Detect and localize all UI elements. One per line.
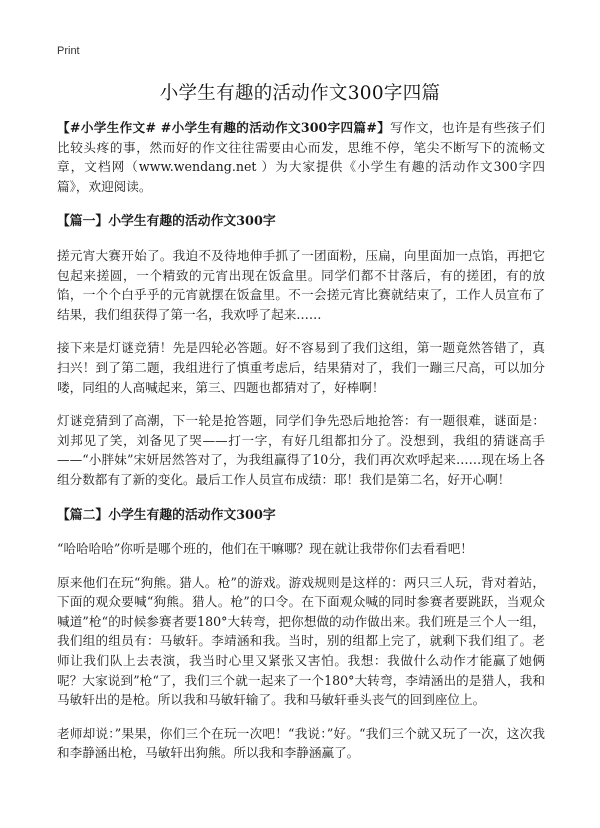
section2-paragraph-1: “哈哈哈哈”你听是哪个班的，他们在干嘛哪？现在就让我带你们去看看吧！ — [57, 541, 473, 557]
section1-paragraph-3: 灯谜竞猜到了高潮，下一轮是抢答题，同学们争先恐后地抢答：有一题很难，谜面是：刘邦见了笑，刘备见了哭——打一字，有好几组都扣分了。没想到，我组的猜谜高手——“小胖妹”宋妍居然答对了，为我组赢得了10分，我们再次欢呼起来……现在场上各组分数都有了新的变化。最后工作人员宣布成绩：耶！我们是第二名，好开心啊！ — [57, 413, 545, 487]
section2-paragraph-2: 原来他们在玩“狗熊。猎人。枪”的游戏。游戏规则是这样的：两只三人玩，背对着站，下面的观众要喊“狗熊。猎人。枪”的口令。在下面观众喊的同时参赛者要跳跃，当观众喊道”枪“的时候参赛者要180°大转弯，把你想做的动作做出来。我们班是三个人一组，我们组的组员有：马敏轩。李靖涵和我。当时，别的组都上完了，就剩下我们组了。老师让我们队上去表演，我当时心里又紧张又害怕。我想：我做什么动作才能赢了她俩呢？大家说到”枪“了，我们三个就一起来了一个180°大转弯，李靖涵出的是猎人，我和马敏轩出的是枪。所以我和马敏轩输了。我和马敏轩垂头丧气的回到座位上。 — [57, 574, 545, 708]
intro-tag: 【#小学生作文# #小学生有趣的活动作文300字四篇#】 — [57, 120, 391, 135]
print-link[interactable]: Print — [57, 45, 80, 57]
intro-text: 写作文，也许是有些孩子们比较头疼的事，然而好的作文往往需要由心而发，思维不停，笔尖不断写下的流畅文章，文档网（www.wendang.net ）为大家提供《小学生有趣的活动作文300字四篇》，欢迎阅读。 — [57, 120, 545, 194]
section-heading-1: 【篇一】小学生有趣的活动作文300字 — [57, 214, 276, 230]
section1-paragraph-2: 接下来是灯谜竞猜！先是四轮必答题。好不容易到了我们这组，第一题竟然答错了，真扫兴！到了第二题，我组进行了慎重考虑后，结果猜对了，我们一蹦三尺高，可以加分喽，同组的人高喊起来，第三、四题也都猜对了，好棒啊！ — [57, 340, 545, 395]
intro-paragraph — [57, 118, 545, 196]
section2-paragraph-3: 老师却说：”果果，你们三个在玩一次吧！“我说：”好。“我们三个就又玩了一次，这次我和李静涵出枪，马敏轩出狗熊。所以我和李静涵赢了。 — [57, 725, 545, 761]
section1-paragraph-1: 搓元宵大赛开始了。我迫不及待地伸手抓了一团面粉，压扁，向里面加一点馅，再把它包起来搓圆，一个精致的元宵出现在饭盒里。同学们都不甘落后，有的搓团，有的放馅，一个个白乎乎的元宵就摆在饭盒里。不一会搓元宵比赛就结束了，工作人员宣布了结果，我们组获得了第一名，我欢呼了起来…… — [57, 247, 545, 322]
page-title: 小学生有趣的活动作文300字四篇 — [159, 83, 441, 104]
article-body — [57, 118, 545, 777]
section-heading-2: 【篇二】小学生有趣的活动作文300字 — [57, 507, 276, 523]
